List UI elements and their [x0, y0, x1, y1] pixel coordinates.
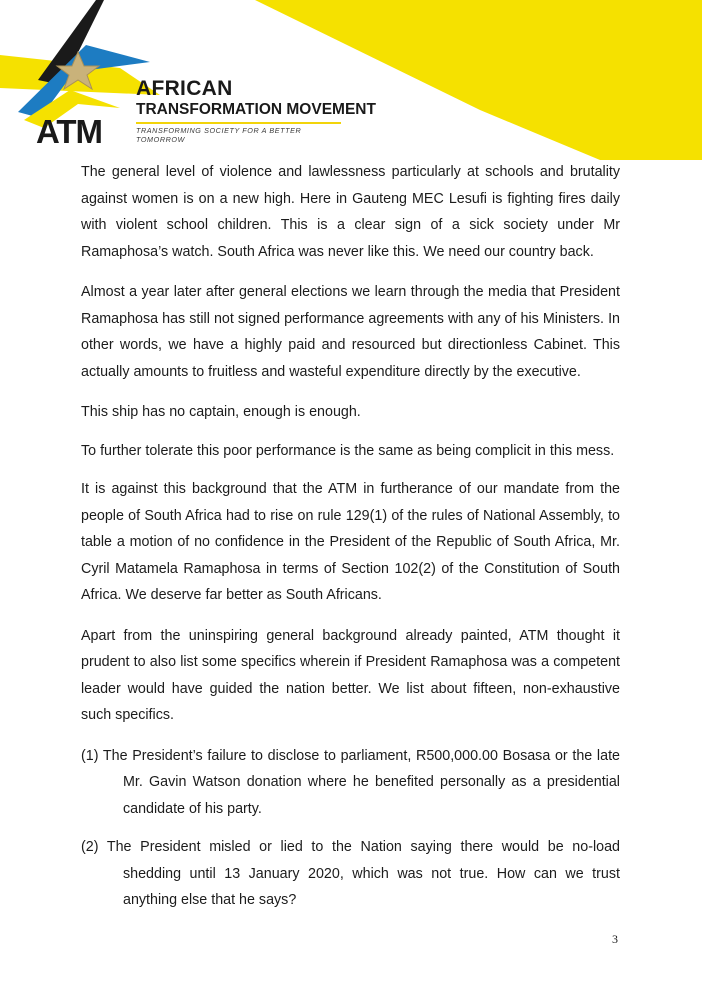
- logo-wordmark: [136, 78, 376, 144]
- paragraph: Apart from the uninspiring general background already painted, ATM thought it prudent to also list some specifics wherein if President Ramaphosa was a competent leader would have guided the nation better. We list about fifteen, non-exhaustive such specifics.: [81, 627, 620, 723]
- paragraph: This ship has no captain, enough is enough.: [81, 404, 361, 420]
- paragraph: To further tolerate this poor performance is the same as being complicit in this mess.: [81, 442, 615, 459]
- document-body: [81, 159, 620, 926]
- list-item: (1) The President’s failure to disclose to parliament, R500,000.00 Bosasa or the late Mr. Gavin Watson donation where he benefited personally as a presidential candidate of his party.: [81, 747, 620, 817]
- brand-name-line2: TRANSFORMATION MOVEMENT: [136, 101, 376, 118]
- brand-name-line1: AFRICAN: [136, 77, 233, 100]
- paragraph: Almost a year later after general elections we learn through the media that President Ramaphosa has still not signed performance agreements with any of his Ministers. In other words, we have a highly paid and resourced but directionless Cabinet. This actually amounts to fruitless and wasteful expenditure directly by the executive.: [81, 284, 620, 380]
- list-item: (2) The President misled or lied to the Nation saying there would be no-load shedding until 13 January 2020, which was not true. How can we trust anything else that he says?: [81, 839, 620, 908]
- paragraph: It is against this background that the ATM in furtherance of our mandate from the people of South Africa had to rise on rule 129(1) of the rules of National Assembly, to table a motion of no confidence in the President of the Republic of South Africa, Mr. Cyril Matamela Ramaphosa in terms of Section 102(2) of the Constitution of South Africa. We deserve far better as South Africans.: [81, 481, 620, 603]
- page-number: 3: [612, 932, 618, 946]
- brand-acronym: ATM: [36, 113, 103, 150]
- brand-tagline: TRANSFORMING SOCIETY FOR A BETTER TOMORROW: [136, 122, 341, 144]
- paragraph: The general level of violence and lawlessness particularly at schools and brutality against women is on a new high. Here in Gauteng MEC Lesufi is fighting fires daily with violent school children. This is a clear sign of a sick society under Mr Ramaphosa’s watch. South Africa was never like this. We need our country back.: [81, 164, 620, 260]
